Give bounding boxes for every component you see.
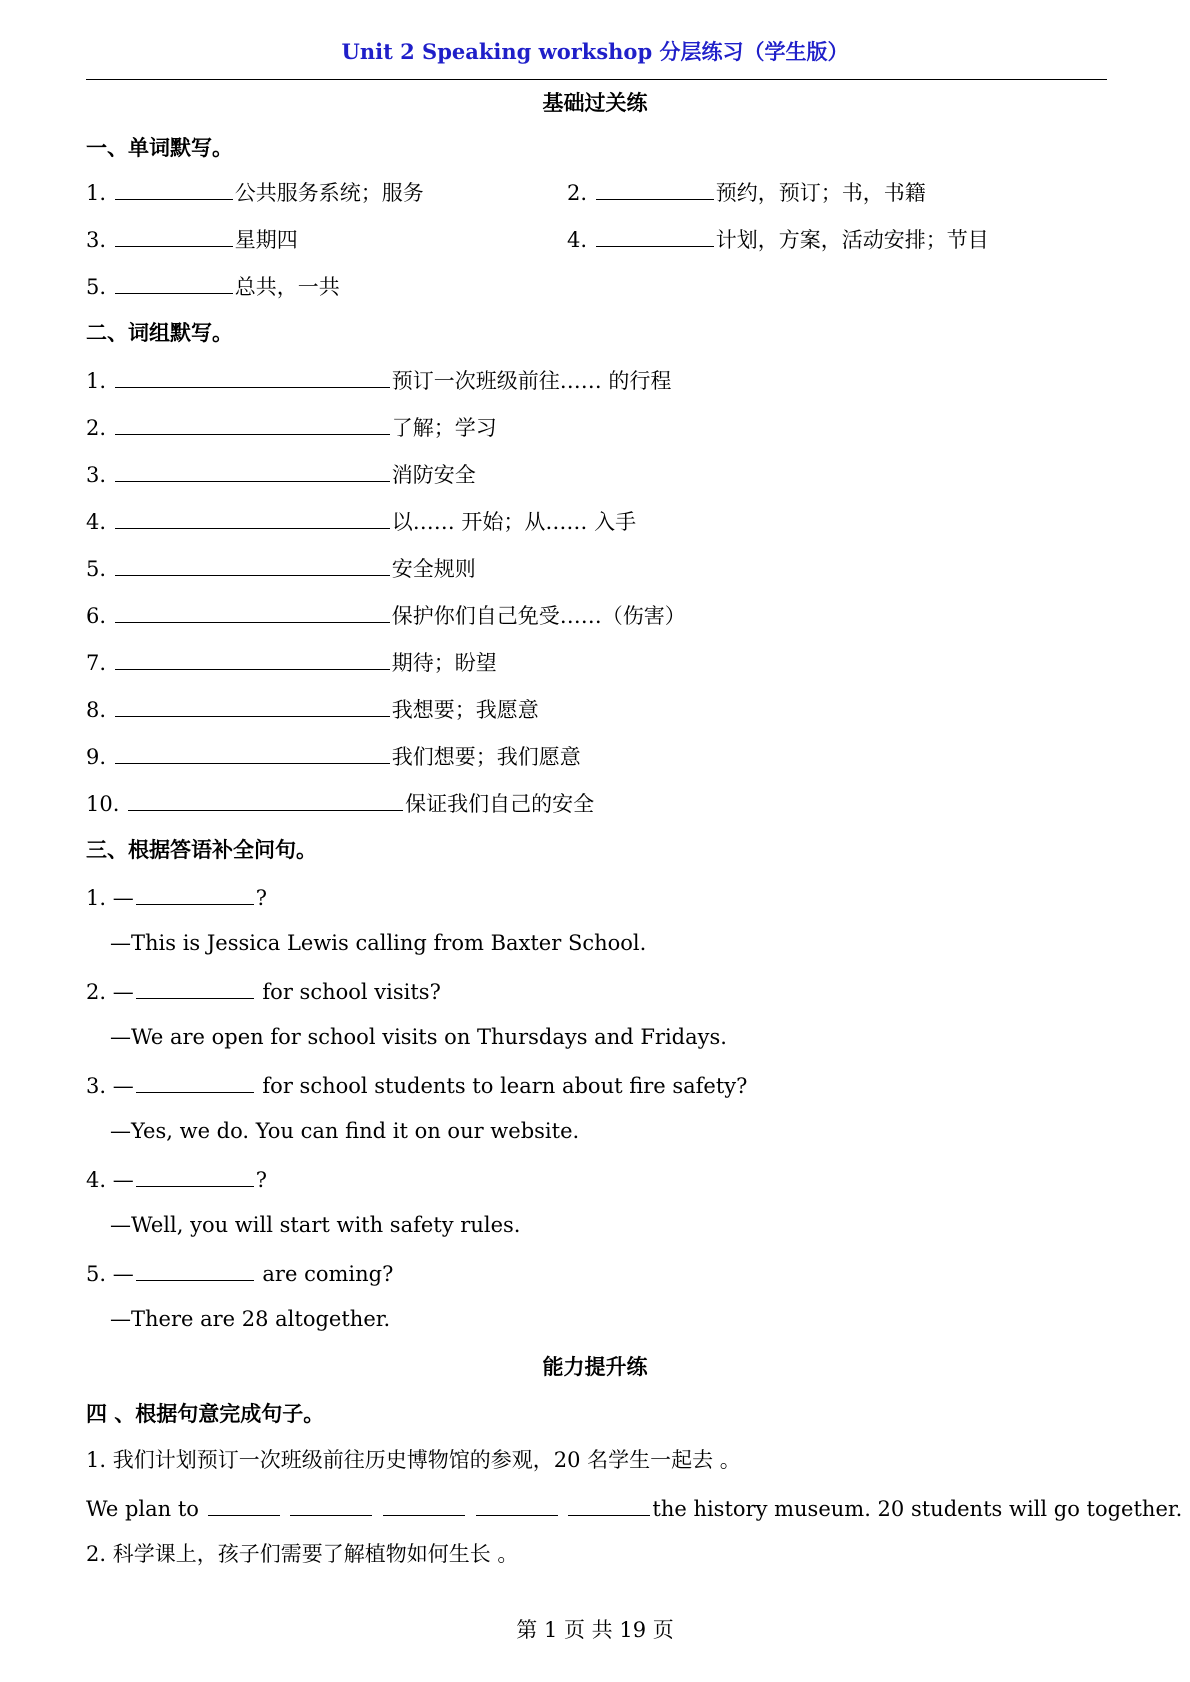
answer-blank[interactable] [383, 1497, 465, 1516]
header-divider [86, 79, 1107, 80]
item-meaning: 星期四 [234, 228, 298, 252]
question-line [86, 886, 267, 909]
part2-title: 二、词组默写。 [86, 320, 233, 345]
answer-blank[interactable] [136, 886, 254, 905]
item-number: 10. [86, 792, 120, 816]
item-meaning: 保证我们自己的安全 [405, 792, 595, 816]
page-footer: 第 1 页 共 19 页 [516, 1618, 674, 1642]
item-meaning: 计划，方案，活动安排；节目 [715, 228, 989, 252]
sentence-end: the history museum. 20 students will go together. [652, 1497, 1183, 1521]
question-text: are coming? [255, 1262, 394, 1286]
item-number: 1. [86, 886, 107, 910]
phrase-item [86, 745, 581, 768]
word-item [567, 228, 989, 251]
item-number: 5. [86, 275, 107, 299]
item-number: 2. [86, 1542, 107, 1566]
answer-blank[interactable] [115, 651, 390, 670]
chinese-sentence: 我们计划预订一次班级前往历史博物馆的参观，20 名学生一起去 。 [112, 1448, 741, 1472]
item-meaning: 期待；盼望 [391, 651, 497, 675]
item-meaning: 了解；学习 [391, 416, 497, 440]
item-number: 1. [86, 181, 107, 205]
phrase-item [86, 416, 497, 439]
question-text: for school visits? [255, 980, 441, 1004]
item-number: 8. [86, 698, 107, 722]
item-meaning: 以…… 开始；从…… 入手 [391, 510, 637, 534]
answer-blank[interactable] [115, 463, 390, 482]
phrase-item [86, 369, 671, 392]
answer-line: —There are 28 altogether. [110, 1307, 391, 1331]
question-text: for school students to learn about fire safety? [255, 1074, 748, 1098]
basic-section-title: 基础过关练 [542, 90, 648, 115]
question-line [86, 1262, 393, 1285]
item-number: 2. [86, 416, 107, 440]
answer-blank[interactable] [290, 1497, 372, 1516]
item-number: 6. [86, 604, 107, 628]
phrase-item [86, 557, 476, 580]
word-item [86, 275, 340, 298]
item-number: 3. [86, 463, 107, 487]
answer-line: —Well, you will start with safety rules. [110, 1213, 521, 1237]
item-number: 1. [86, 369, 107, 393]
dash: — [112, 1168, 134, 1192]
part3-title: 三、根据答语补全问句。 [86, 837, 317, 862]
answer-blank[interactable] [596, 228, 714, 247]
answer-blank[interactable] [115, 228, 233, 247]
word-item [86, 181, 424, 204]
item-number: 4. [567, 228, 588, 252]
item-number: 1. [86, 1448, 107, 1472]
part1-title: 一、单词默写。 [86, 135, 233, 160]
dash: — [112, 1262, 134, 1286]
item-number: 5. [86, 1262, 107, 1286]
answer-blank[interactable] [115, 416, 390, 435]
word-item [86, 228, 298, 251]
question-line [86, 980, 441, 1003]
word-item [567, 181, 926, 204]
item-number: 2. [86, 980, 107, 1004]
answer-blank[interactable] [115, 557, 390, 576]
item-meaning: 预约，预订；书，书籍 [715, 181, 926, 205]
answer-blank[interactable] [115, 510, 390, 529]
phrase-item [86, 698, 539, 721]
item-meaning: 公共服务系统；服务 [234, 181, 424, 205]
item-meaning: 我们想要；我们愿意 [391, 745, 581, 769]
dash: — [112, 1074, 134, 1098]
answer-blank[interactable] [115, 745, 390, 764]
item-number: 9. [86, 745, 107, 769]
item-number: 5. [86, 557, 107, 581]
answer-blank[interactable] [115, 698, 390, 717]
part4-title: 四 、根据句意完成句子。 [86, 1401, 325, 1426]
answer-line: —Yes, we do. You can find it on our website. [110, 1119, 580, 1143]
item-meaning: 我想要；我愿意 [391, 698, 539, 722]
chinese-sentence: 科学课上，孩子们需要了解植物如何生长 。 [112, 1542, 519, 1566]
answer-blank[interactable] [568, 1497, 650, 1516]
answer-blank[interactable] [115, 604, 390, 623]
sentence-prompt [86, 1450, 741, 1471]
phrase-item [86, 604, 686, 627]
item-number: 3. [86, 1074, 107, 1098]
item-number: 4. [86, 510, 107, 534]
sentence-start: We plan to [86, 1497, 199, 1521]
question-text: ? [255, 886, 267, 910]
phrase-item [86, 651, 497, 674]
answer-blank[interactable] [115, 181, 233, 200]
answer-blank[interactable] [136, 1168, 254, 1187]
answer-blank[interactable] [136, 1074, 254, 1093]
advanced-section-title: 能力提升练 [542, 1354, 648, 1379]
answer-blank[interactable] [115, 275, 233, 294]
answer-blank[interactable] [115, 369, 390, 388]
dash: — [112, 980, 134, 1004]
item-number: 4. [86, 1168, 107, 1192]
answer-blank[interactable] [596, 181, 714, 200]
answer-blank[interactable] [208, 1497, 280, 1516]
answer-blank[interactable] [136, 1262, 254, 1281]
document-header-title: Unit 2 Speaking workshop 分层练习（学生版） [341, 39, 849, 64]
question-line [86, 1168, 267, 1191]
phrase-item [86, 792, 594, 815]
answer-blank[interactable] [136, 980, 254, 999]
item-meaning: 预订一次班级前往…… 的行程 [391, 369, 672, 393]
question-line [86, 1074, 747, 1097]
item-meaning: 保护你们自己免受……（伤害） [391, 604, 686, 628]
item-number: 3. [86, 228, 107, 252]
phrase-item [86, 463, 476, 486]
answer-line: —This is Jessica Lewis calling from Baxter School. [110, 931, 647, 955]
item-number: 7. [86, 651, 107, 675]
answer-line: —We are open for school visits on Thursdays and Fridays. [110, 1025, 727, 1049]
answer-blank[interactable] [476, 1497, 558, 1516]
item-meaning: 消防安全 [391, 463, 476, 487]
sentence-prompt [86, 1544, 518, 1565]
dash: — [112, 886, 134, 910]
answer-blank[interactable] [128, 792, 403, 811]
item-meaning: 安全规则 [391, 557, 476, 581]
english-sentence [86, 1497, 1182, 1520]
phrase-item [86, 510, 636, 533]
item-number: 2. [567, 181, 588, 205]
question-text: ? [255, 1168, 267, 1192]
item-meaning: 总共，一共 [234, 275, 340, 299]
